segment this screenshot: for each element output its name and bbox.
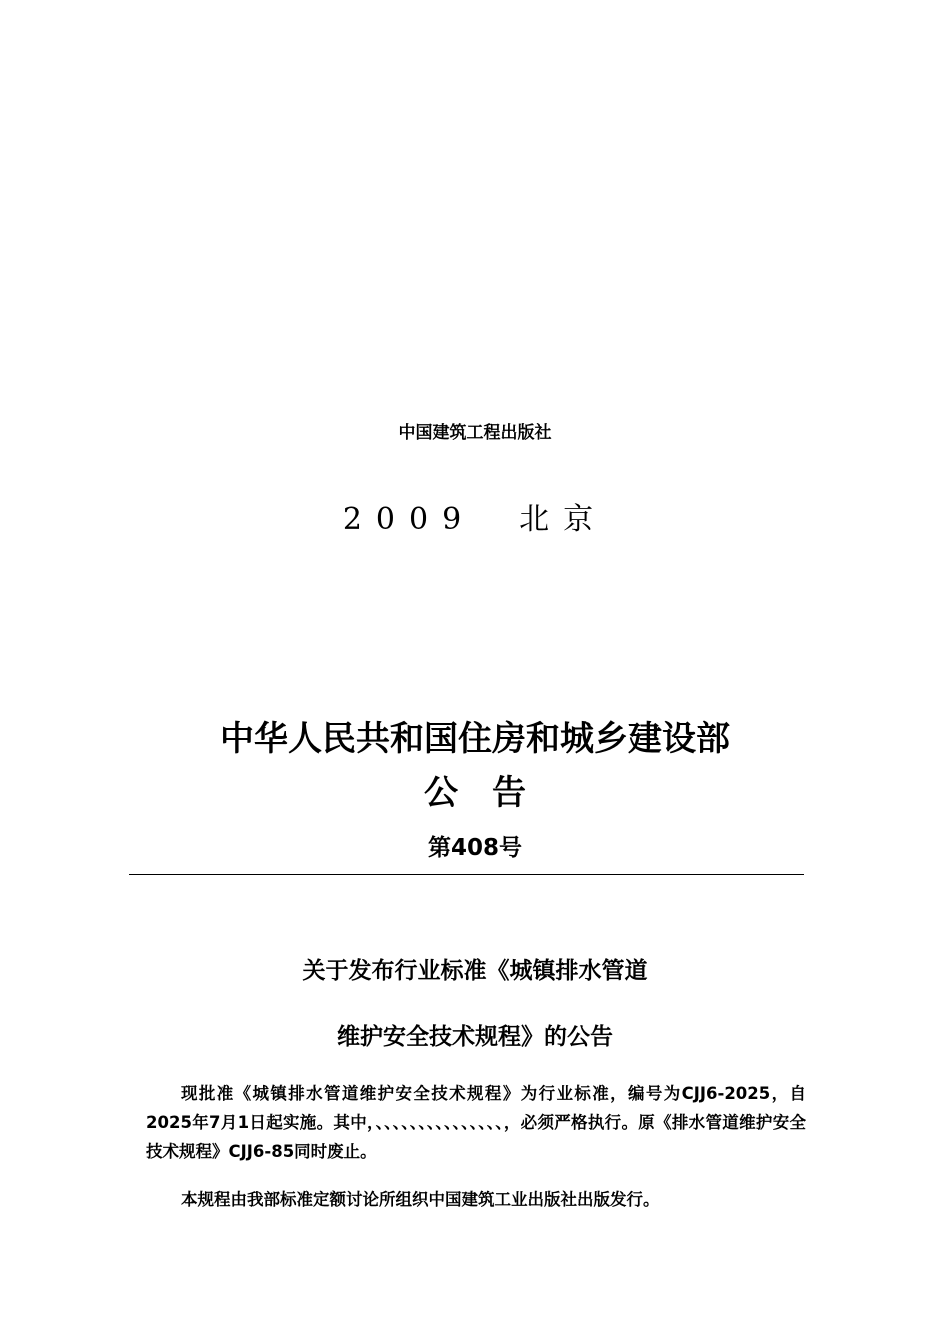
notice-heading-line-1: 关于发布行业标准《城镇排水管道 [302,958,648,984]
header-divider [129,874,804,875]
notice-heading-line-2: 维护安全技术规程》的公告 [337,1024,613,1050]
issuing-authority: 中华人民共和国住房和城乡建设部 [220,719,730,759]
notice-number: 第408号 [427,835,522,861]
notice-title: 公 告 [424,773,526,813]
notice-body-paragraph-1: 现批准《城镇排水管道维护安全技术规程》为行业标准，编号为CJJ6-2025，自2025年7月1日起实施。其中，、、、、、、、、、、、、、、、，必须严格执行。原《排水管道维护安全技术规程》CJJ6-85同时废止。 [146,1084,806,1161]
publication-year-place: 2009 北京 [342,502,608,537]
notice-body-paragraph-2: 本规程由我部标准定额讨论所组织中国建筑工业出版社出版发行。 [181,1190,660,1209]
publisher-name: 中国建筑工程出版社 [398,423,552,443]
